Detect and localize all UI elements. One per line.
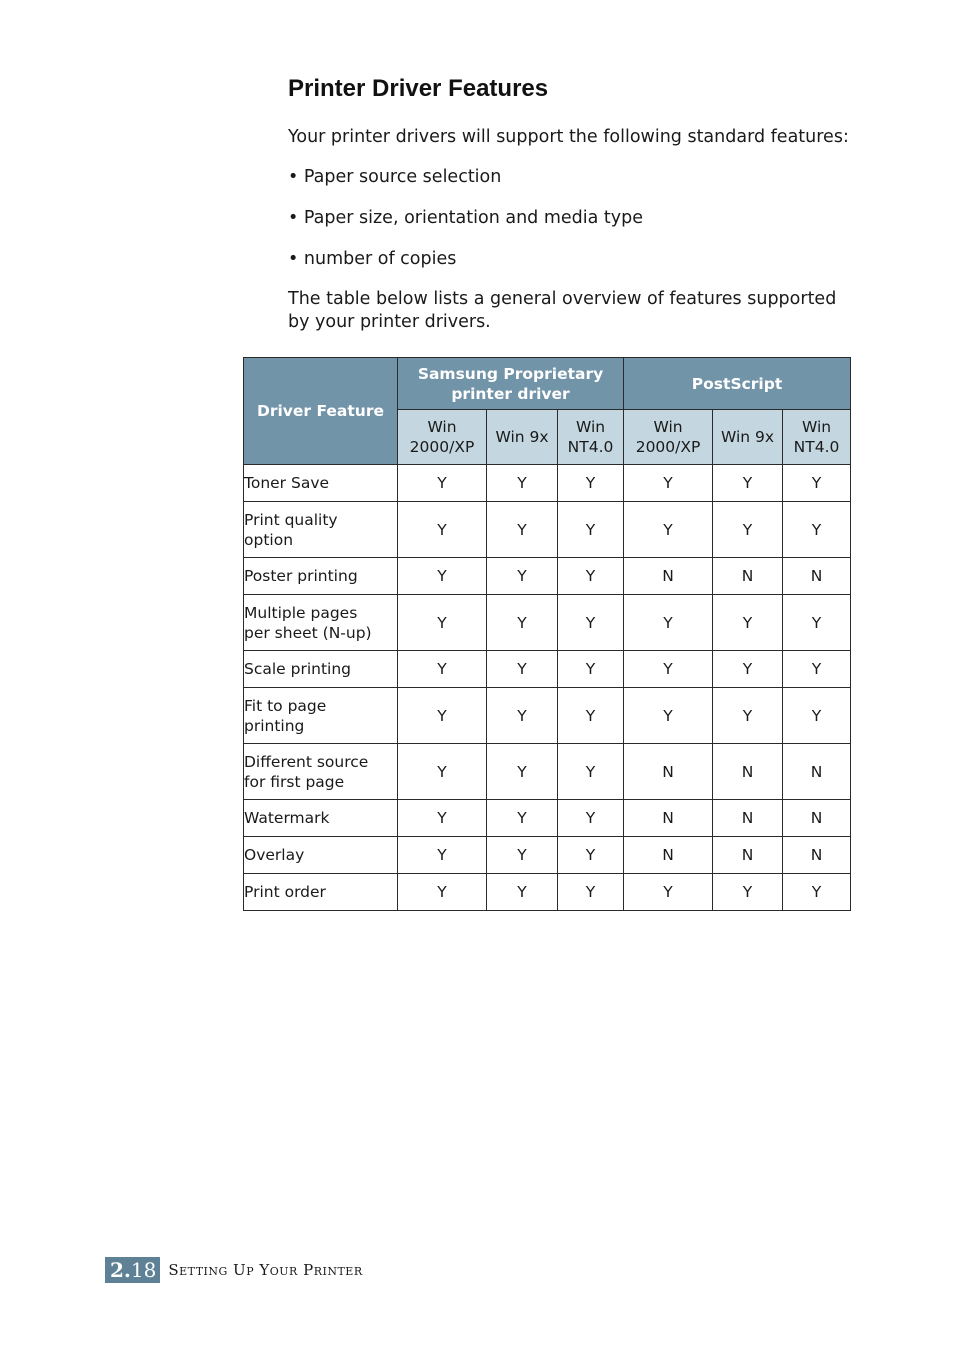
support-value: Y <box>783 465 851 502</box>
support-value: Y <box>398 874 487 911</box>
feature-name-text: for first page <box>244 772 345 791</box>
support-value: Y <box>624 651 713 688</box>
feature-name <box>244 465 398 502</box>
support-value: Y <box>558 874 624 911</box>
page-number-box <box>105 1257 160 1283</box>
table-row <box>244 465 851 502</box>
feature-name-text: Poster printing <box>244 567 358 585</box>
table-row <box>244 558 851 595</box>
support-value: Y <box>713 502 783 558</box>
support-value: Y <box>624 874 713 911</box>
page-footer <box>105 1257 363 1283</box>
support-value: Y <box>558 744 624 800</box>
feature-name-text: printing <box>244 716 305 735</box>
support-value: Y <box>558 651 624 688</box>
support-value: Y <box>487 502 558 558</box>
table-row <box>244 837 851 874</box>
feature-name-text: Different source <box>244 752 369 771</box>
support-value: Y <box>783 874 851 911</box>
support-value: Y <box>558 688 624 744</box>
support-value: N <box>624 800 713 837</box>
support-value: Y <box>487 874 558 911</box>
support-value: Y <box>487 595 558 651</box>
support-value: Y <box>487 688 558 744</box>
table-row <box>244 651 851 688</box>
subheader-col-4 <box>624 410 713 465</box>
subheader-col-2 <box>487 410 558 465</box>
support-value: Y <box>713 595 783 651</box>
support-value: Y <box>624 502 713 558</box>
support-value: Y <box>783 502 851 558</box>
feature-name-text: option <box>244 530 294 549</box>
support-value: N <box>713 744 783 800</box>
feature-name-text: Multiple pages <box>244 603 358 622</box>
support-value: Y <box>398 595 487 651</box>
header-samsung-line-2: printer driver <box>451 384 570 403</box>
support-value: Y <box>487 465 558 502</box>
feature-name <box>244 744 398 800</box>
subheader-col-1 <box>398 410 487 465</box>
support-value: Y <box>398 688 487 744</box>
feature-name-text: Fit to page <box>244 696 327 715</box>
bullet-paper-size: • Paper size, orientation and media type <box>288 208 644 228</box>
support-value: Y <box>487 651 558 688</box>
subheader-text: 2000/XP <box>409 438 475 456</box>
support-value: Y <box>487 800 558 837</box>
support-value: Y <box>624 465 713 502</box>
feature-name-text: Print order <box>244 883 326 901</box>
subheader-text: NT4.0 <box>793 438 840 456</box>
support-value: Y <box>558 502 624 558</box>
support-value: N <box>624 744 713 800</box>
support-value: Y <box>783 595 851 651</box>
subheader-col-5 <box>713 410 783 465</box>
table-row <box>244 874 851 911</box>
feature-name-text: Overlay <box>244 846 305 864</box>
feature-name-text: Print quality <box>244 510 338 529</box>
chapter-title: Setting Up Your Printer <box>168 1261 363 1279</box>
support-value: Y <box>713 688 783 744</box>
feature-name-text: Scale printing <box>244 660 352 678</box>
support-value: Y <box>713 874 783 911</box>
header-postscript-group: PostScript <box>624 358 851 410</box>
support-value: N <box>713 837 783 874</box>
subheader-text: Win 9x <box>720 428 775 446</box>
intro-text: Your printer drivers will support the following standard features: <box>288 127 849 147</box>
page-title: Printer Driver Features <box>288 75 549 102</box>
support-value: Y <box>558 800 624 837</box>
support-value: Y <box>624 595 713 651</box>
feature-name-text: Toner Save <box>244 474 330 492</box>
subheader-text: NT4.0 <box>567 438 614 456</box>
support-value: Y <box>713 465 783 502</box>
table-row <box>244 688 851 744</box>
subheader-text: 2000/XP <box>635 438 701 456</box>
feature-name <box>244 874 398 911</box>
support-value: N <box>624 837 713 874</box>
support-value: Y <box>487 837 558 874</box>
support-value: Y <box>398 744 487 800</box>
support-value: Y <box>398 502 487 558</box>
support-value: Y <box>558 465 624 502</box>
support-value: N <box>624 558 713 595</box>
summary-line-1: The table below lists a general overview of features supported <box>288 289 837 309</box>
support-value: Y <box>487 744 558 800</box>
support-value: N <box>783 744 851 800</box>
subheader-text: Win <box>801 418 832 436</box>
support-value: Y <box>398 558 487 595</box>
support-value: N <box>783 558 851 595</box>
support-value: Y <box>713 651 783 688</box>
feature-name <box>244 837 398 874</box>
page-number: 18 <box>130 1258 157 1282</box>
header-driver-feature: Driver Feature <box>244 358 398 465</box>
chapter-number: 2. <box>110 1258 131 1282</box>
subheader-text: Win <box>575 418 606 436</box>
feature-name <box>244 651 398 688</box>
support-value: Y <box>398 465 487 502</box>
support-value: N <box>783 837 851 874</box>
bullet-copies: • number of copies <box>288 249 457 269</box>
support-value: Y <box>398 800 487 837</box>
subheader-text: Win <box>653 418 683 436</box>
support-value: N <box>783 800 851 837</box>
support-value: Y <box>558 595 624 651</box>
feature-name-text: Watermark <box>244 809 330 827</box>
support-value: Y <box>558 558 624 595</box>
support-value: Y <box>624 688 713 744</box>
subheader-text: Win <box>427 418 457 436</box>
feature-name <box>244 688 398 744</box>
support-value: Y <box>783 651 851 688</box>
feature-name <box>244 595 398 651</box>
table-row <box>244 744 851 800</box>
bullet-paper-source: • Paper source selection <box>288 167 502 187</box>
subheader-text: Win 9x <box>495 428 549 446</box>
feature-name <box>244 558 398 595</box>
summary-text <box>288 288 858 334</box>
table-row <box>244 595 851 651</box>
feature-name <box>244 502 398 558</box>
subheader-col-6 <box>783 410 851 465</box>
summary-line-2: by your printer drivers. <box>288 312 491 332</box>
subheader-col-3 <box>558 410 624 465</box>
feature-name-text: per sheet (N-up) <box>244 623 372 642</box>
table-row <box>244 800 851 837</box>
support-value: Y <box>487 558 558 595</box>
support-value: Y <box>558 837 624 874</box>
support-value: Y <box>398 651 487 688</box>
support-value: N <box>713 558 783 595</box>
table-row <box>244 502 851 558</box>
support-value: N <box>713 800 783 837</box>
support-value: Y <box>398 837 487 874</box>
feature-name <box>244 800 398 837</box>
header-samsung-line-1: Samsung Proprietary <box>417 364 604 383</box>
feature-table <box>243 357 851 911</box>
support-value: Y <box>783 688 851 744</box>
header-samsung-group <box>398 358 624 410</box>
